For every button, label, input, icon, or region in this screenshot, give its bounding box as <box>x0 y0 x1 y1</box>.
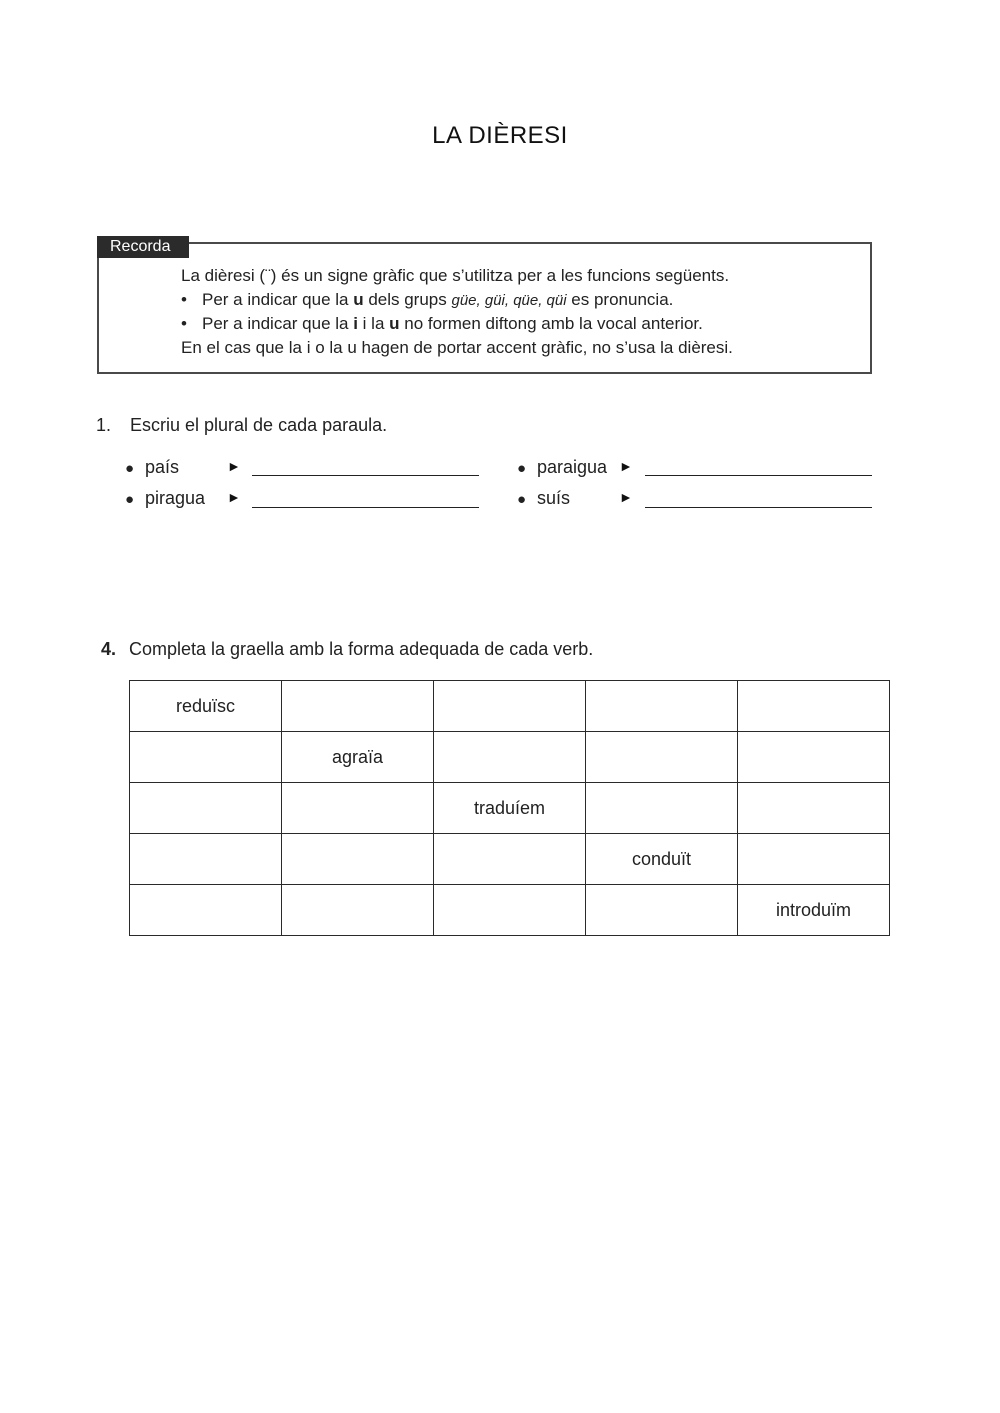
letter-groups: güe, güi, qüe, qüi <box>451 291 567 309</box>
exercise-number: 4. <box>101 639 117 659</box>
grid-cell-blank[interactable] <box>586 732 738 783</box>
answer-line[interactable] <box>252 507 479 508</box>
reminder-tab: Recorda <box>97 236 189 258</box>
exercise-number: 1. <box>96 415 112 435</box>
table-row <box>130 783 890 834</box>
table-row <box>130 834 890 885</box>
grid-cell-verb: conduït <box>586 834 738 885</box>
table-row <box>130 681 890 732</box>
grid-cell-blank[interactable] <box>586 783 738 834</box>
grid-cell-blank[interactable] <box>282 885 434 936</box>
arrow-icon: ► <box>619 458 633 474</box>
grid-cell-blank[interactable] <box>738 681 890 732</box>
grid-cell-blank[interactable] <box>434 834 586 885</box>
reminder-line-intro: La dièresi (¨) és un signe gràfic que s’utilitza per a les funcions següents. <box>181 266 730 285</box>
page-title: LA DIÈRESI <box>432 122 568 149</box>
exercise-4-heading <box>101 639 593 660</box>
word-label: suís <box>537 488 571 508</box>
exercise-instruction: Completa la graella amb la forma adequada de cada verb. <box>129 639 594 659</box>
table-row <box>130 732 890 783</box>
grid-cell-blank[interactable] <box>434 681 586 732</box>
grid-cell-blank[interactable] <box>130 732 282 783</box>
grid-cell-blank[interactable] <box>130 783 282 834</box>
grid-cell-blank[interactable] <box>586 681 738 732</box>
word-label: piragua <box>145 488 206 508</box>
bullet-icon: • <box>181 314 187 333</box>
grid-cell-verb: introduïm <box>738 885 890 936</box>
grid-cell-blank[interactable] <box>130 834 282 885</box>
verb-grid <box>129 680 890 936</box>
bullet-icon: ● <box>517 460 527 477</box>
grid-cell-verb: agraïa <box>282 732 434 783</box>
grid-cell-blank[interactable] <box>738 732 890 783</box>
grid-cell-verb: reduïsc <box>130 681 282 732</box>
bullet-icon: • <box>181 289 187 309</box>
bullet-icon: ● <box>517 491 527 508</box>
table-row <box>130 885 890 936</box>
exercise-1-heading <box>96 415 387 436</box>
grid-cell-blank[interactable] <box>738 834 890 885</box>
grid-cell-blank[interactable] <box>282 783 434 834</box>
reminder-bullet-1: • Per a indicar que la u dels grups güe, güi, qüe, qüi es pronuncia. <box>181 288 733 313</box>
word-item <box>125 457 179 478</box>
reminder-bullet-2: • Per a indicar que la i i la u no formen diftong amb la vocal anterior. <box>181 312 733 336</box>
arrow-icon: ► <box>619 489 633 505</box>
grid-cell-blank[interactable] <box>434 885 586 936</box>
reminder-line-note: En el cas que la i o la u hagen de portar accent gràfic, no s’usa la dièresi. <box>181 337 733 357</box>
arrow-icon: ► <box>227 458 241 474</box>
answer-line[interactable] <box>252 475 479 476</box>
grid-cell-blank[interactable] <box>434 732 586 783</box>
arrow-icon: ► <box>227 489 241 505</box>
grid-cell-blank[interactable] <box>586 885 738 936</box>
grid-cell-blank[interactable] <box>130 885 282 936</box>
bullet-icon: ● <box>125 460 135 477</box>
word-label: país <box>145 457 180 477</box>
bullet-icon: ● <box>125 491 135 508</box>
word-label: paraigua <box>537 457 608 477</box>
word-item <box>517 488 570 509</box>
grid-cell-verb: traduíem <box>434 783 586 834</box>
reminder-text <box>181 264 733 359</box>
exercise-instruction: Escriu el plural de cada paraula. <box>130 415 388 435</box>
answer-line[interactable] <box>645 507 872 508</box>
grid-cell-blank[interactable] <box>738 783 890 834</box>
grid-cell-blank[interactable] <box>282 681 434 732</box>
grid-cell-blank[interactable] <box>282 834 434 885</box>
answer-line[interactable] <box>645 475 872 476</box>
word-item <box>517 457 607 478</box>
word-item <box>125 488 205 509</box>
